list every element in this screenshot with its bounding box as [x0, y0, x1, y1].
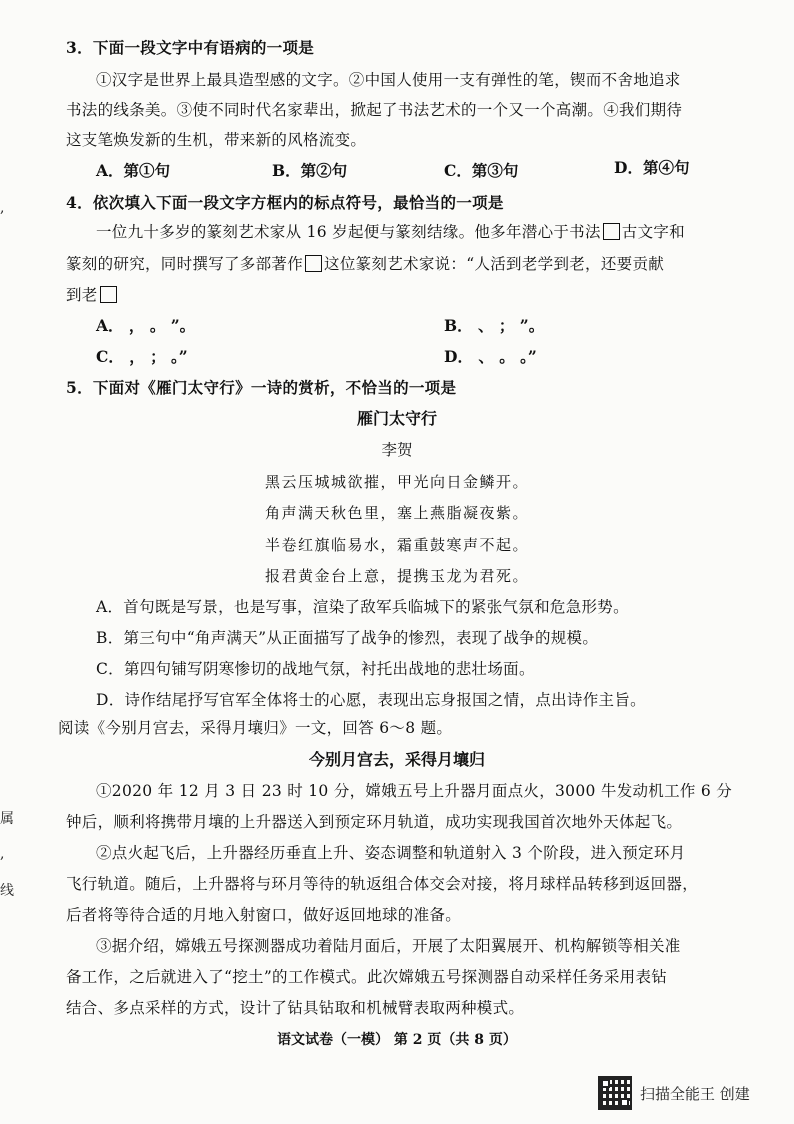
- question-5-option-d: D．诗作结尾抒写官军全体将士的心愿，表现出忘身报国之情，点出诗作主旨。: [96, 691, 646, 709]
- poem-line: 报君黄金台上意，提携玉龙为君死。: [264, 567, 529, 585]
- article-paragraph-line: ③据介绍，嫦娥五号探测器成功着陆月面后，开展了太阳翼展开、机构解锁等相关准: [96, 937, 681, 955]
- question-3-option-d: D．第④句: [614, 158, 690, 177]
- margin-mark: 线: [0, 883, 14, 899]
- article-paragraph-line: 钟后，顺利将携带月壤的上升器送入到预定环月轨道，成功实现我国首次地外天体起飞。: [66, 813, 683, 831]
- question-4-text-line: [66, 254, 664, 274]
- question-5-option-b: B．第三句中“角声满天”从正面描写了战争的惨烈，表现了战争的规模。: [96, 629, 599, 647]
- poem-line: 半卷红旗临易水，霜重鼓寒声不起。: [264, 536, 529, 554]
- article-paragraph-line: ①2020 年 12 月 3 日 23 时 10 分，嫦娥五号上升器月面点火，3000 牛发动机工作 6 分: [96, 782, 733, 800]
- question-3-text-line: 书法的线条美。③使不同时代名家辈出，掀起了书法艺术的一个又一个高潮。④我们期待: [66, 101, 683, 119]
- question-4-text-segment: 篆刻的研究，同时撰写了多部著作: [66, 255, 304, 273]
- question-4-text-line: [96, 222, 685, 242]
- page-footer: 语文试卷（一模） 第 2 页（共 8 页）: [277, 1032, 517, 1048]
- blank-box: [603, 223, 620, 240]
- article-paragraph-line: 后者将等待合适的月地入射窗口，做好返回地球的准备。: [66, 906, 462, 924]
- qr-code-icon: [598, 1076, 632, 1110]
- article-paragraph-line: 飞行轨道。随后，上升器将与环月等待的轨返组合体交会对接，将月球样品转移到返回器，: [66, 875, 699, 893]
- poem-line: 黑云压城城欲摧，甲光向日金鳞开。: [264, 473, 529, 491]
- question-4-option-a: A． ， 。 ”。: [96, 316, 196, 335]
- question-5-title: 5．下面对《雁门太守行》一诗的赏析，不恰当的一项是: [66, 378, 457, 397]
- poem-title: 雁门太守行: [356, 409, 437, 428]
- reading-intro: 阅读《今别月宫去，采得月壤归》一文，回答 6～8 题。: [58, 719, 453, 737]
- question-4-text-segment: 一位九十多岁的篆刻艺术家从 16 岁起便与篆刻结缘。他多年潜心于书法: [96, 223, 601, 241]
- margin-mark: ,: [0, 846, 5, 862]
- blank-box: [305, 255, 322, 272]
- blank-box: [100, 286, 117, 303]
- poem-line: 角声满天秋色里，塞上燕脂凝夜紫。: [264, 504, 529, 522]
- question-4-text-segment: 古文字和: [621, 223, 685, 241]
- question-5-option-a: A．首句既是写景，也是写事，渲染了敌军兵临城下的紧张气氛和危急形势。: [96, 598, 629, 616]
- question-4-option-d: D． 、 。 。”: [444, 347, 537, 366]
- question-4-text-segment: 这位篆刻艺术家说：“人活到老学到老，还要贡献: [324, 255, 665, 273]
- question-3-text-line: 这支笔焕发新的生机，带来新的风格流变。: [66, 131, 367, 149]
- article-paragraph-line: 结合、多点采样的方式，设计了钻具钻取和机械臂表取两种模式。: [66, 999, 525, 1017]
- question-3-option-b: B．第②句: [272, 161, 348, 180]
- poem-author: 李贺: [381, 441, 413, 459]
- article-title: 今别月宫去，采得月壤归: [308, 750, 485, 769]
- margin-mark: 属: [0, 811, 14, 827]
- scanner-watermark: 扫描全能王 创建: [640, 1085, 750, 1103]
- question-5-option-c: C．第四句铺写阴寒惨切的战地气氛，衬托出战地的悲壮场面。: [96, 660, 535, 678]
- question-3-text-line: ①汉字是世界上最具造型感的文字。②中国人使用一支有弹性的笔，锲而不舍地追求: [96, 71, 681, 89]
- question-3-option-a: A．第①句: [96, 161, 171, 180]
- question-3-option-c: C．第③句: [444, 161, 519, 180]
- question-4-option-c: C． ， ； 。”: [96, 347, 188, 366]
- question-3-title: 3．下面一段文字中有语病的一项是: [66, 38, 315, 57]
- article-paragraph-line: 备工作，之后就进入了“挖土”的工作模式。此次嫦娥五号探测器自动采样任务采用表钻: [66, 968, 668, 986]
- article-paragraph-line: ②点火起飞后，上升器经历垂直上升、姿态调整和轨道射入 3 个阶段，进入预定环月: [96, 844, 686, 862]
- question-4-title: 4．依次填入下面一段文字方框内的标点符号，最恰当的一项是: [66, 193, 504, 212]
- question-4-text-line: [66, 285, 119, 305]
- margin-mark: ,: [0, 200, 5, 216]
- question-4-option-b: B． 、 ； ”。: [444, 316, 545, 335]
- question-4-text-segment: 到老: [66, 286, 98, 304]
